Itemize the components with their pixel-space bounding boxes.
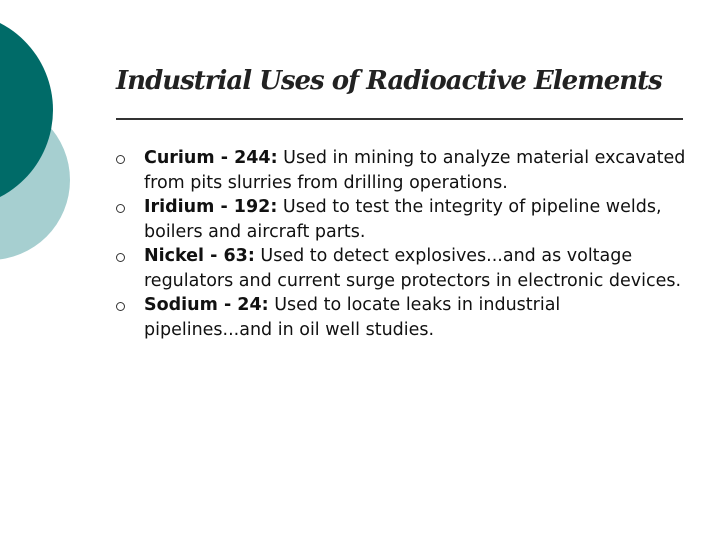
ring-bullet-icon [116,302,125,311]
title-underline [116,118,683,120]
bullet-heading: Nickel - 63: [144,246,255,266]
bullet-text: Used in mining to analyze material excavated from pits slurries from drilling operations. [144,148,686,193]
bullet-item [116,146,686,195]
decorative-circles [0,0,120,300]
bullet-heading: Sodium - 24: [144,295,269,315]
bullet-text: Used to detect explosives...and as voltage regulators and current surge protectors in electronic devices. [144,246,682,291]
ring-bullet-icon [116,155,125,164]
bullet-item [116,244,686,293]
bullet-list [116,146,686,342]
bullet-text: Used to test the integrity of pipeline welds, boilers and aircraft parts. [144,197,662,242]
bullet-heading: Iridium - 192: [144,197,278,217]
bullet-text: Used to locate leaks in industrial pipelines...and in oil well studies. [144,295,561,340]
bullet-heading: Curium - 244: [144,148,278,168]
slide-title: Industrial Uses of Radioactive Elements [116,66,662,96]
bullet-item [116,293,686,342]
ring-bullet-icon [116,253,125,262]
ring-bullet-icon [116,204,125,213]
bullet-item [116,195,686,244]
